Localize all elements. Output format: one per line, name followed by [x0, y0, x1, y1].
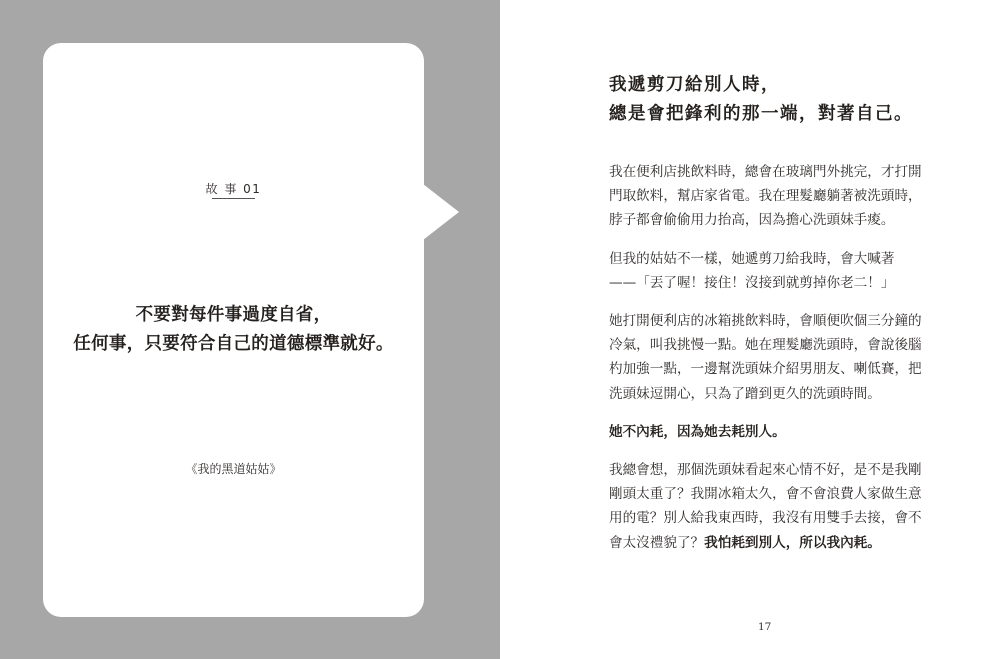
book-title: 《我的黑道姑姑》: [185, 462, 282, 476]
text-line: 冷氣，叫我挑慢一點。她在理髮廳洗頭時，會說後腦: [609, 337, 922, 354]
headline-line: 不要對每件事過度自省，: [135, 305, 332, 325]
headline: [43, 301, 424, 359]
text-line: 我在便利店挑飲料時，總會在玻璃門外挑完，才打開: [609, 164, 922, 180]
speech-bubble-tail: [423, 184, 459, 240]
section-title-line: 我遞剪刀給別人時，: [609, 75, 780, 95]
story-label-underline: [212, 198, 255, 199]
text-line: 她不內耗，因為她去耗別人。: [609, 423, 786, 440]
text-line: 我總會想，那個洗頭妹看起來心情不好，是不是我剛: [609, 462, 922, 479]
headline-line: 任何事，只要符合自己的道德標準就好。: [73, 334, 394, 354]
text-line: 杓加強一點，一邊幫洗頭妹介紹男朋友、喇低賽，把: [609, 361, 922, 378]
paragraph-bold: [609, 420, 949, 444]
section-title: [609, 71, 913, 129]
section-title-line: 總是會把鋒利的那一端，對著自己。: [609, 104, 913, 124]
story-label: 故 事 01: [205, 182, 262, 196]
text-span: 會太沒禮貌了？: [609, 534, 705, 551]
text-line: 剛頭太重了？我開冰箱太久，會不會浪費人家做生意: [609, 486, 922, 503]
paragraph: [609, 160, 949, 233]
text-line: 用的電？別人給我東西時，我沒有用雙手去接，會不: [609, 510, 922, 527]
text-line: ——「丟了喔！接住！沒接到就剪掉你老二！」: [609, 274, 895, 291]
speech-bubble: [43, 43, 424, 617]
text-line: [609, 531, 949, 555]
right-page: [500, 0, 1000, 659]
text-line: 脖子都會偷偷用力抬高，因為擔心洗頭妹手痠。: [609, 212, 895, 229]
text-line: 她打開便利店的冰箱挑飲料時，會順便吹個三分鐘的: [609, 313, 922, 330]
text-line: 門取飲料，幫店家省電。我在理髮廳躺著被洗頭時，: [609, 188, 922, 205]
closing-bold-text: 我怕耗到別人，所以我內耗。: [704, 534, 881, 551]
paragraph: [609, 458, 949, 555]
page-number: 17: [758, 621, 772, 633]
paragraph: [609, 309, 949, 406]
text-line: 洗頭妹逗開心，只為了蹭到更久的洗頭時間。: [609, 385, 881, 402]
body-text: [609, 160, 949, 569]
text-line: 但我的姑姑不一樣，她遞剪刀給我時，會大喊著: [609, 250, 895, 267]
paragraph: [609, 247, 949, 295]
